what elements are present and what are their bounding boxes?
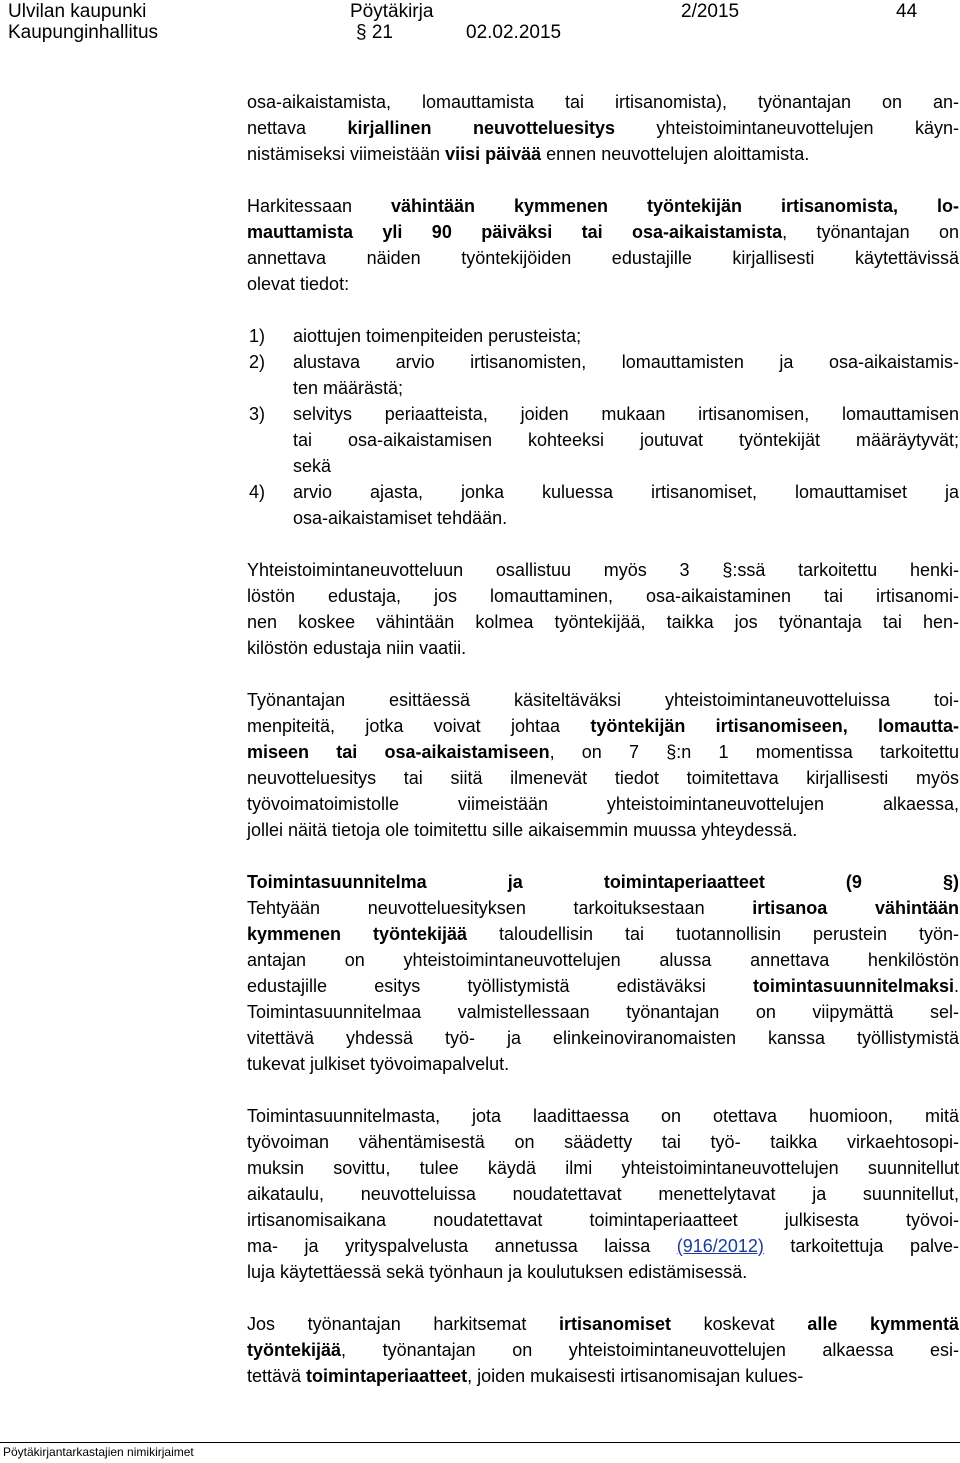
paragraph (247, 193, 959, 297)
bold-text: mauttamista yli 90 päiväksi tai osa-aikaistamista (247, 222, 783, 242)
bold-text: miseen tai osa-aikaistamiseen (247, 742, 550, 762)
text-run: antajan on yhteistoimintaneuvottelujen alussa annettava henkilöstön (247, 950, 959, 970)
bold-text: vähintään kymmenen työntekijän irtisanomista, lo- (391, 196, 959, 216)
text-run: irtisanomisaikana noudatettavat toimintaperiaatteet julkisesta työvoi- (247, 1210, 959, 1230)
document-number: 2/2015 (681, 1, 740, 22)
list-number: 2) (249, 352, 266, 372)
paragraph (247, 89, 959, 167)
statute-link[interactable]: (916/2012) (676, 1236, 764, 1256)
org-name: Ulvilan kaupunki (8, 1, 147, 22)
text-line (247, 713, 959, 739)
list-item (247, 479, 959, 531)
list-number: 1) (249, 326, 266, 346)
text-line (247, 609, 959, 635)
text-run: tettävä (247, 1366, 307, 1386)
text-run: luja käytettäessä sekä työnhaun ja koulutuksen edistämisessä. (247, 1262, 748, 1282)
text-run: , työnantajan on (782, 222, 959, 242)
text-line (247, 739, 959, 765)
text-run: Jos työnantajan harkitsemat (247, 1314, 559, 1334)
paragraph (247, 869, 959, 1077)
text-run: yhteistoimintaneuvottelujen käyn- (615, 118, 960, 138)
text-run: osa-aikaistamista, lomauttamista tai irtisanomista), työnantajan on an- (247, 92, 959, 112)
text-run: menpiteitä, jotka voivat johtaa (247, 716, 591, 736)
text-run: nettava (247, 118, 348, 138)
text-line (247, 89, 959, 115)
section-number: § 21 (356, 22, 393, 43)
text-run: Tehtyään neuvotteluesityksen tarkoituksestaan (247, 898, 753, 918)
text-run: kilöstön edustaja niin vaatii. (247, 638, 467, 658)
bold-text: työntekijää (247, 1340, 342, 1360)
text-line (247, 687, 959, 713)
text-run: annettava näiden työntekijöiden edustajille kirjallisesti käytettävissä (247, 248, 959, 268)
paragraph (247, 1103, 959, 1285)
text-line (247, 193, 959, 219)
list-number: 3) (249, 404, 266, 424)
text-line (247, 1207, 959, 1233)
text-line (247, 999, 959, 1025)
bold-text: irtisanomiset (558, 1314, 672, 1334)
text-line: selvitys periaatteista, joiden mukaan irtisanomisen, lomauttamisen (293, 404, 959, 424)
text-line: arvio ajasta, jonka kuluessa irtisanomiset, lomauttamiset ja (293, 482, 959, 502)
text-line (247, 1311, 959, 1337)
text-run: vitettävä yhdessä työ- ja elinkeinoviranomaisten kanssa työllistymistä (247, 1028, 959, 1048)
text-line: sekä (293, 456, 332, 476)
footer-initials-label: Pöytäkirjantarkastajien nimikirjaimet (3, 1445, 194, 1459)
text-line (247, 1051, 959, 1077)
bold-text: kirjallinen neuvotteluesitys (347, 118, 615, 138)
paragraph (247, 557, 959, 661)
page-number: 44 (896, 1, 918, 22)
text-run: , työnantajan on yhteistoimintaneuvottelujen alkaessa esi- (341, 1340, 959, 1360)
bold-text: työntekijän irtisanomiseen, lomautta- (590, 716, 959, 736)
text-run: työvoiman vähentämisestä on säädetty tai työ- taikka virkaehtosopi- (247, 1132, 959, 1152)
text-line (247, 557, 959, 583)
text-line (247, 1103, 959, 1129)
text-line: alustava arvio irtisanomisten, lomauttamisten ja osa-aikaistamis- (293, 352, 959, 372)
text-line (247, 791, 959, 817)
text-run: Työnantajan esittäessä käsiteltäväksi yhteistoimintaneuvotteluissa toi- (247, 690, 959, 710)
text-line: osa-aikaistamiset tehdään. (293, 508, 508, 528)
text-run: olevat tiedot: (247, 274, 350, 294)
text-line (247, 141, 959, 167)
text-run: nen koskee vähintään kolmea työntekijää, taikka jos työnantaja tai hen- (247, 612, 959, 632)
text-run: koskevat (671, 1314, 808, 1334)
bold-text: toimintasuunnitelmaksi (752, 976, 954, 996)
text-line (247, 1233, 959, 1259)
bold-text: Toimintasuunnitelma ja toimintaperiaatteet (9 §) (247, 872, 959, 892)
list-item (247, 323, 959, 349)
text-line (247, 869, 959, 895)
text-run: työvoimatoimistolle viimeistään yhteistoimintaneuvottelujen alkaessa, (247, 794, 959, 814)
bold-text: kymmenen työntekijää (247, 924, 468, 944)
text-line (247, 817, 959, 843)
footer-divider (0, 1442, 960, 1443)
text-line (247, 1129, 959, 1155)
text-line: aiottujen toimenpiteiden perusteista; (293, 326, 582, 346)
text-run: , joiden mukaisesti irtisanomisajan kulues- (467, 1366, 804, 1386)
bold-text: toimintaperiaatteet (306, 1366, 468, 1386)
text-line (247, 1155, 959, 1181)
text-run: jollei näitä tietoja ole toimitettu sille aikaisemmin muussa yhteydessä. (247, 820, 798, 840)
text-line (247, 1025, 959, 1051)
bold-text: alle kymmentä (807, 1314, 959, 1334)
text-run: Toimintasuunnitelmaa valmistellessaan työnantajan on viipymättä sel- (247, 1002, 959, 1022)
text-line (247, 583, 959, 609)
meeting-date: 02.02.2015 (466, 22, 562, 43)
text-run: ennen neuvottelujen aloittamista. (541, 144, 810, 164)
text-run: taloudellisin tai tuotannollisin perustein työn- (467, 924, 959, 944)
text-line (247, 219, 959, 245)
text-run: . (953, 976, 959, 996)
text-line (247, 1337, 959, 1363)
text-run: tarkoitettuja palve- (763, 1236, 959, 1256)
text-run: , on 7 §:n 1 momentissa tarkoitettu (549, 742, 959, 762)
text-line: ten määrästä; (293, 378, 404, 398)
text-line (247, 973, 959, 999)
text-run: aikataulu, neuvotteluissa noudatettavat menettelytavat ja suunnitellut, (247, 1184, 959, 1204)
text-line (247, 947, 959, 973)
text-line (247, 245, 959, 271)
text-run: tukevat julkiset työvoimapalvelut. (247, 1054, 510, 1074)
text-line (247, 1259, 959, 1285)
document-type: Pöytäkirja (350, 1, 434, 22)
text-run: Harkitessaan (247, 196, 392, 216)
text-line (247, 895, 959, 921)
text-line (247, 1181, 959, 1207)
bold-text: viisi päivää (445, 144, 542, 164)
text-line (247, 1363, 959, 1389)
paragraph (247, 687, 959, 843)
document-body (247, 89, 959, 1415)
text-line (247, 115, 959, 141)
paragraph (247, 1311, 959, 1389)
text-run: Yhteistoimintaneuvotteluun osallistuu myös 3 §:ssä tarkoitettu henki- (247, 560, 959, 580)
text-run: edustajille esitys työllistymistä edistäväksi (247, 976, 753, 996)
list-number: 4) (249, 482, 266, 502)
text-run: nistämiseksi viimeistään (247, 144, 446, 164)
numbered-list (247, 323, 959, 531)
bold-text: irtisanoa vähintään (752, 898, 959, 918)
text-run: löstön edustaja, jos lomauttaminen, osa-aikaistaminen tai irtisanomi- (247, 586, 959, 606)
text-line (247, 271, 959, 297)
list-item (247, 349, 959, 401)
text-line: tai osa-aikaistamisen kohteeksi joutuvat työntekijät määräytyvät; (293, 430, 959, 450)
list-item (247, 401, 959, 479)
text-line (247, 765, 959, 791)
body-name: Kaupunginhallitus (8, 22, 159, 43)
text-run: ma- ja yrityspalvelusta annetussa laissa (247, 1236, 677, 1256)
text-run: muksin sovittu, tulee käydä ilmi yhteistoimintaneuvottelujen suunnitellut (247, 1158, 959, 1178)
text-run: Toimintasuunnitelmasta, jota laadittaessa on otettava huomioon, mitä (247, 1106, 959, 1126)
text-line (247, 921, 959, 947)
text-line (247, 635, 959, 661)
text-run: neuvotteluesitys tai siitä ilmenevät tiedot toimitettava kirjallisesti myös (247, 768, 959, 788)
